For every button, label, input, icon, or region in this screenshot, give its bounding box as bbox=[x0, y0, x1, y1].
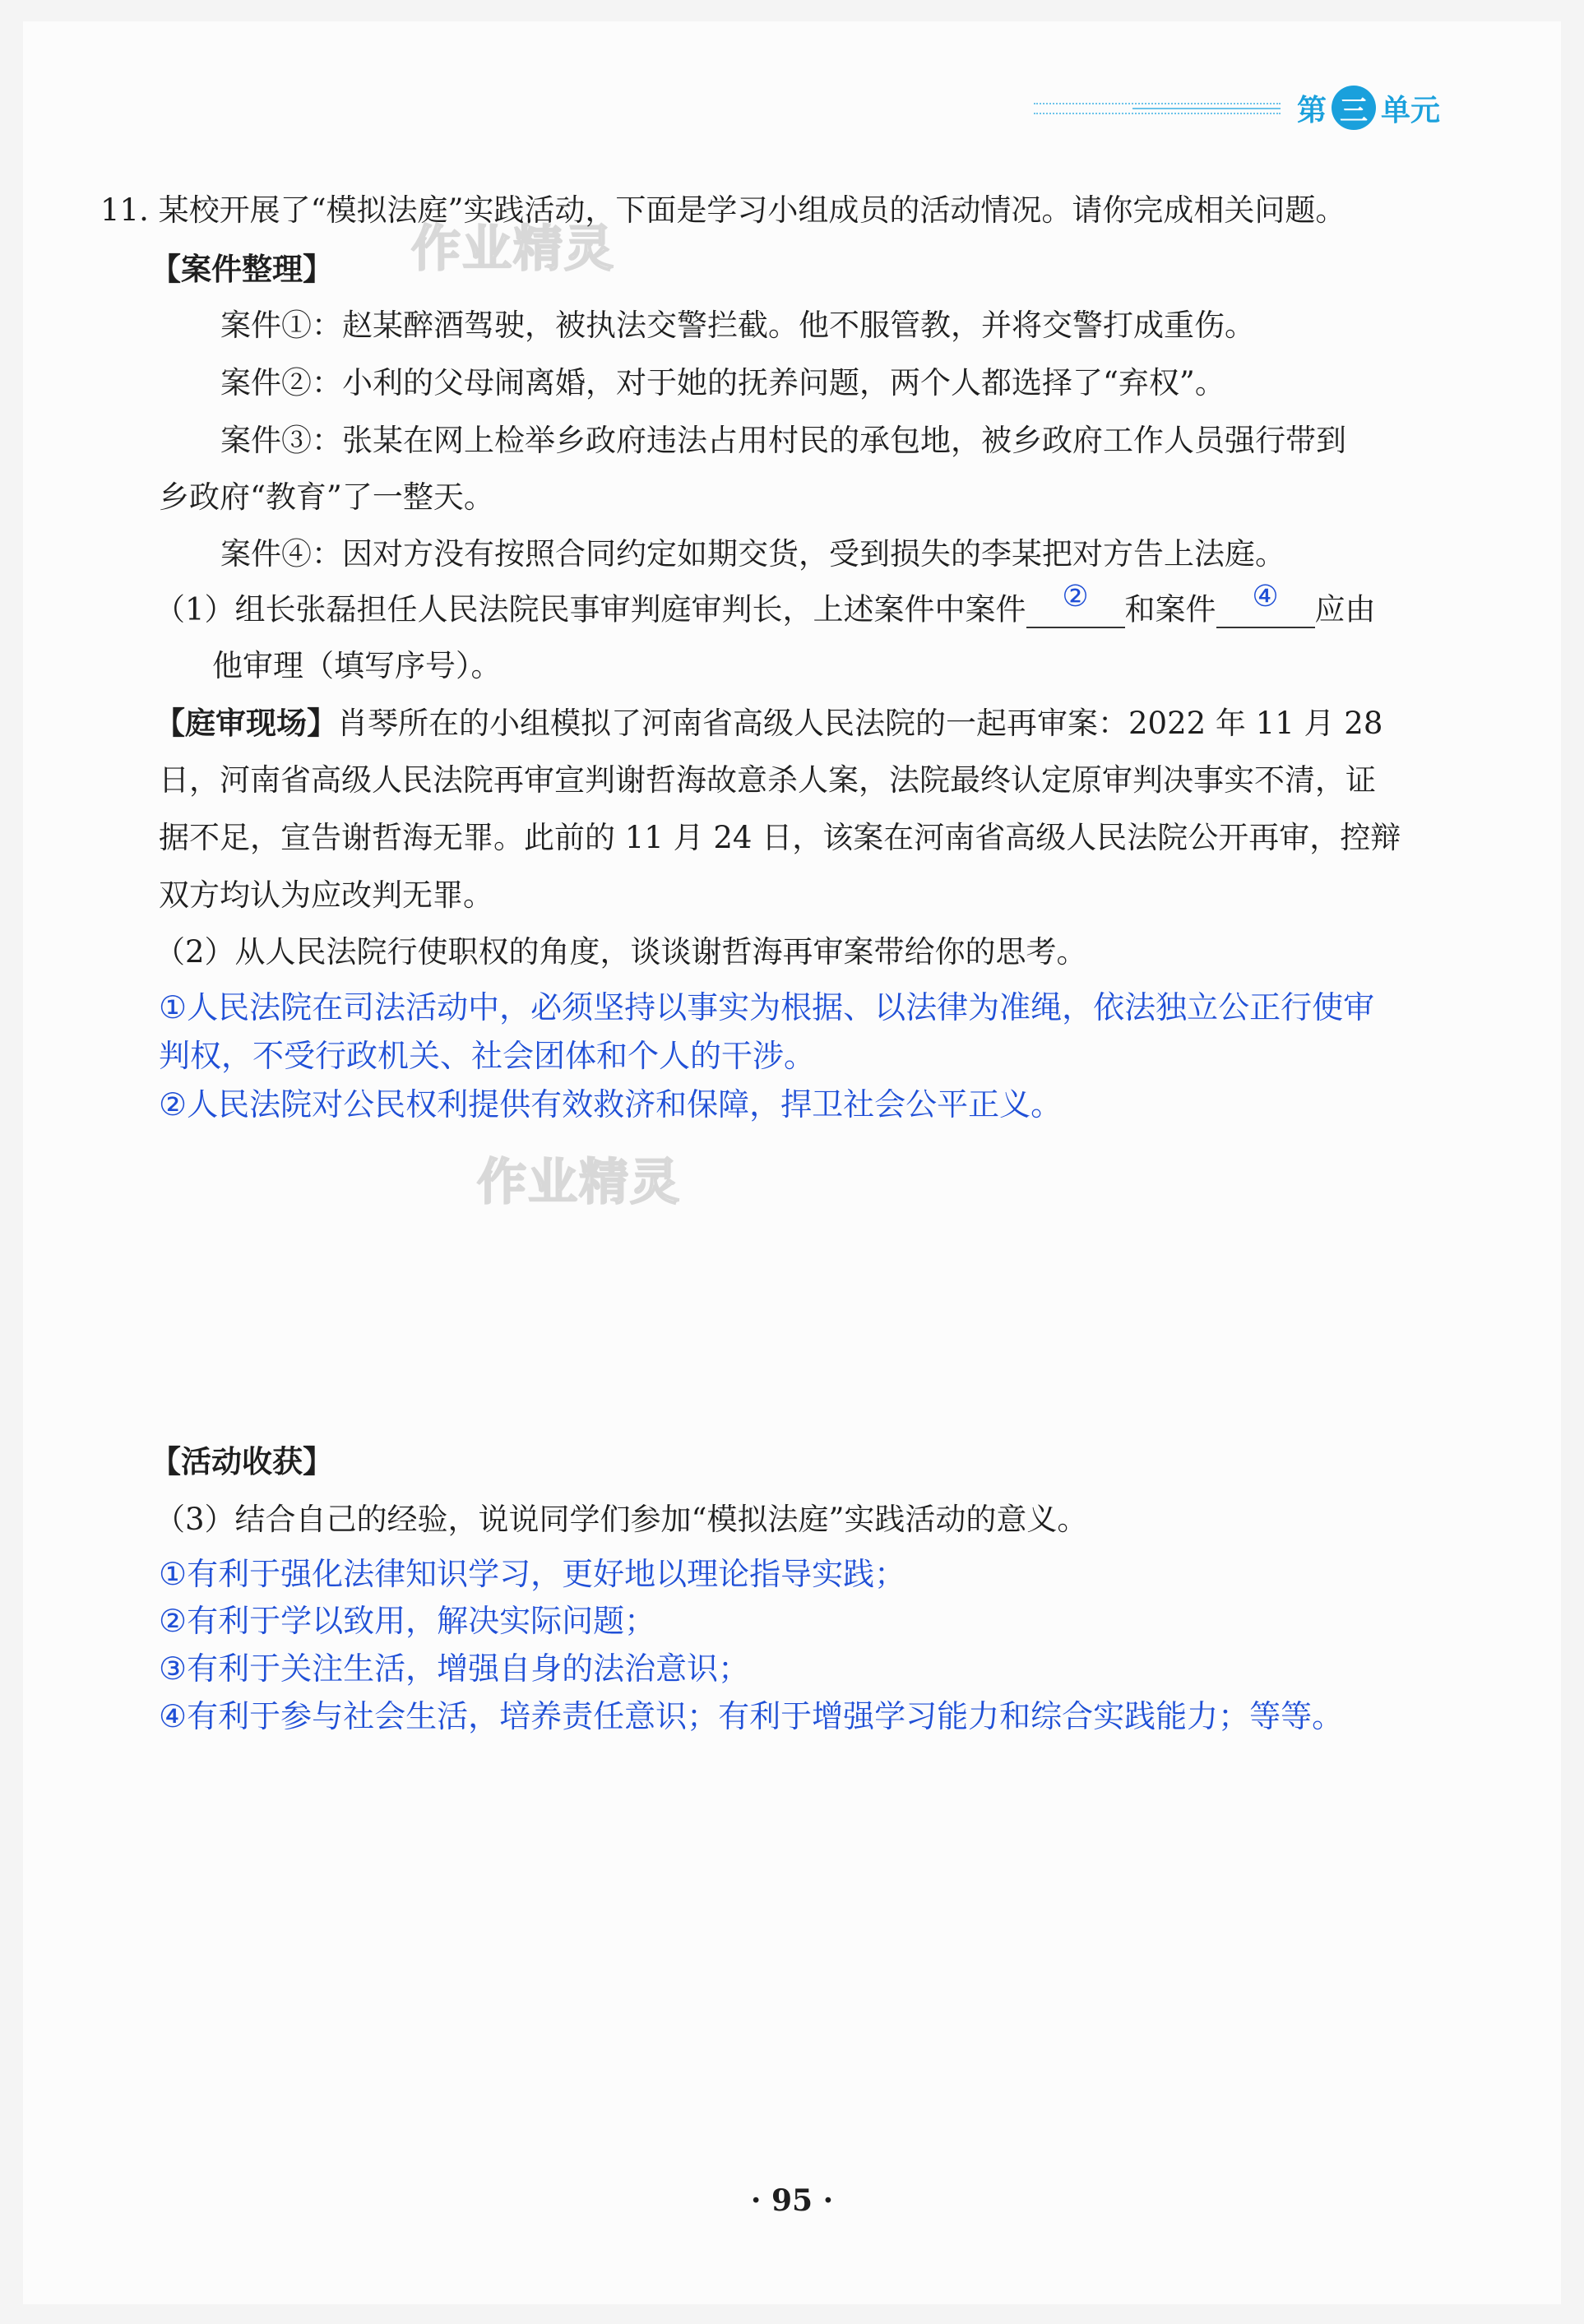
answer-1: ② bbox=[1062, 580, 1089, 613]
header-decor-lines bbox=[1034, 100, 1281, 115]
page-number: · 95 · bbox=[750, 2183, 834, 2218]
court-paragraph-line3: 据不足，宣告谢哲海无罪。此前的 11 月 24 日，该案在河南省高级人民法院公开再审，控辩 bbox=[159, 820, 1401, 855]
q2-answer-line1: ①人民法院在司法活动中，必须坚持以事实为根据、以法律为准绳，依法独立公正行使审 bbox=[159, 989, 1375, 1025]
answer-blank-1[interactable] bbox=[1026, 580, 1125, 628]
unit-prefix: 第 bbox=[1296, 93, 1327, 127]
unit-number-badge: 三 bbox=[1332, 86, 1376, 130]
case-4: 案件④：因对方没有按照合同约定如期交货，受到损失的李某把对方告上法庭。 bbox=[220, 536, 1285, 572]
q1-text-part2: 和案件 bbox=[1124, 591, 1216, 627]
court-paragraph-line2: 日，河南省高级人民法院再审宣判谢哲海故意杀人案，法院最终认定原审判决事实不清，证 bbox=[159, 762, 1376, 798]
q1-text-part3: 应由 bbox=[1314, 591, 1376, 627]
q1-text-part1: （1）组长张磊担任人民法院民事审判庭审判长，上述案件中案件 bbox=[155, 591, 1026, 627]
q3-answer-line1: ①有利于强化法律知识学习，更好地以理论指导实践； bbox=[159, 1556, 906, 1592]
unit-header bbox=[1034, 86, 1440, 130]
section-title-court: 【庭审现场】 bbox=[155, 706, 337, 741]
q2-answer-line3: ②人民法院对公民权利提供有效救济和保障，捍卫社会公平正义。 bbox=[159, 1086, 1063, 1123]
page-sheet bbox=[23, 21, 1561, 2304]
answer-blank-2[interactable] bbox=[1216, 580, 1315, 628]
q3-answer-line3: ③有利于关注生活，增强自身的法治意识； bbox=[159, 1650, 750, 1687]
answer-2: ④ bbox=[1252, 580, 1279, 613]
unit-suffix: 单元 bbox=[1380, 93, 1440, 127]
case-2: 案件②：小利的父母闹离婚，对于她的抚养问题，两个人都选择了“弃权”。 bbox=[220, 365, 1225, 400]
question-3: （3）结合自己的经验，说说同学们参加“模拟法庭”实践活动的意义。 bbox=[155, 1502, 1088, 1537]
case-3-line1: 案件③：张某在网上检举乡政府违法占用村民的承包地，被乡政府工作人员强行带到 bbox=[220, 423, 1346, 458]
question-1-line2: 他审理（填写序号）。 bbox=[212, 648, 502, 683]
court-paragraph-line1: 【庭审现场】肖琴所在的小组模拟了河南省高级人民法院的一起再审案：2022 年 11 月 28 bbox=[155, 706, 1383, 741]
watermark-logo: 作业精灵 bbox=[411, 220, 615, 278]
case-1: 案件①：赵某醉酒驾驶，被执法交警拦截。他不服管教，并将交警打成重伤。 bbox=[220, 308, 1255, 343]
section-title-cases: 【案件整理】 bbox=[151, 252, 333, 287]
q3-answer-line2: ②有利于学以致用，解决实际问题； bbox=[159, 1603, 656, 1639]
question-1 bbox=[155, 580, 1376, 628]
question-stem: 11. 某校开展了“模拟法庭”实践活动，下面是学习小组成员的活动情况。请你完成相关问题。 bbox=[100, 192, 1346, 228]
case-3-line2: 乡政府“教育”了一整天。 bbox=[159, 479, 494, 515]
section-title-gains: 【活动收获】 bbox=[151, 1444, 333, 1479]
court-paragraph-line4: 双方均认为应改判无罪。 bbox=[159, 877, 493, 913]
q3-answer-line4: ④有利于参与社会生活，培养责任意识；有利于增强学习能力和综合实践能力；等等。 bbox=[159, 1698, 1344, 1734]
question-2: （2）从人民法院行使职权的角度，谈谈谢哲海再审案带给你的思考。 bbox=[155, 934, 1087, 970]
q2-answer-line2: 判权，不受行政机关、社会团体和个人的干涉。 bbox=[159, 1038, 816, 1074]
watermark-logo: 作业精灵 bbox=[477, 1154, 681, 1211]
